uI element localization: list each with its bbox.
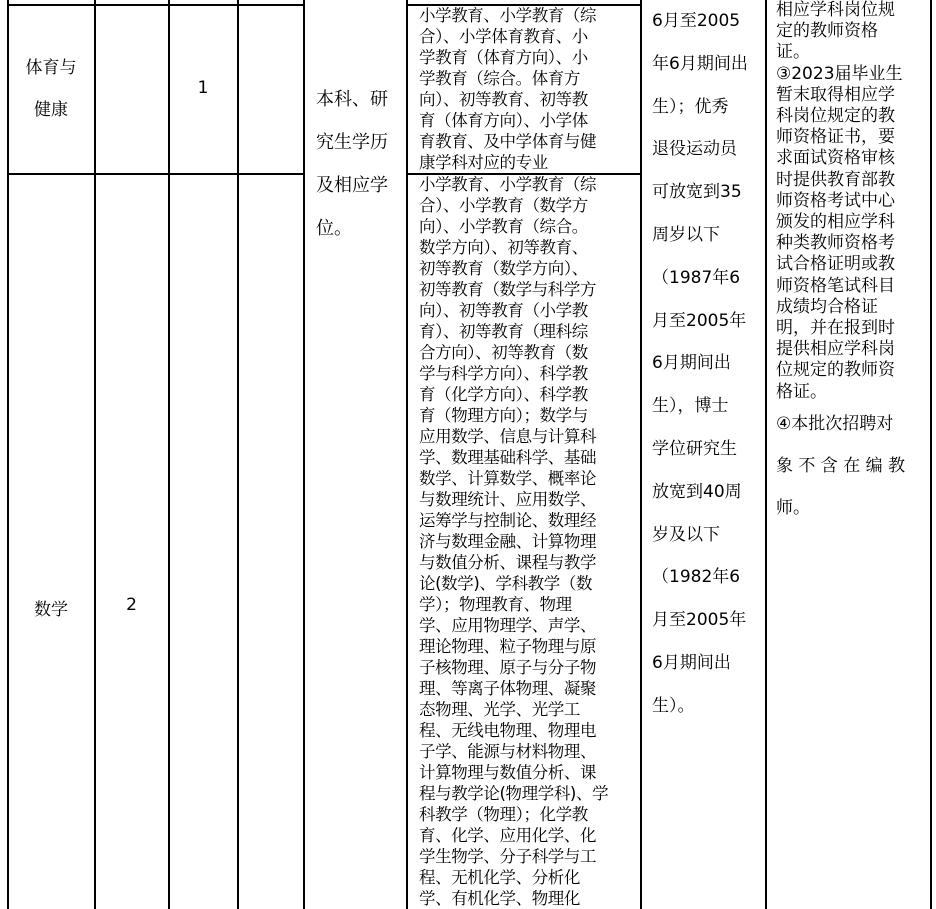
text-line: 可放宽到35 bbox=[652, 182, 742, 203]
text-line: 向）、初等教育（小学教 bbox=[419, 301, 588, 320]
subject-cell-pe: 体育与 健康 bbox=[25, 58, 77, 120]
text-line: 定的教师资格 bbox=[776, 21, 878, 42]
text-line: 程、无线电物理、物理电 bbox=[419, 721, 597, 740]
text-line: 生），博士 bbox=[652, 396, 729, 417]
text-line: 生）；优秀 bbox=[652, 96, 729, 117]
text-line: 育（化学方向）、科学教 bbox=[419, 385, 588, 404]
text-line: 初等教育（数学与科学方 bbox=[419, 280, 597, 299]
text-line: 6月期间出 bbox=[652, 652, 731, 673]
text-line: 师。 bbox=[776, 497, 810, 518]
text-line: 时提供教育部教 bbox=[776, 169, 895, 190]
text-line: 月至2005年 bbox=[652, 310, 747, 331]
text-line: 师资格笔试科目 bbox=[776, 275, 895, 296]
text-line: 计算物理与数值分析、课 bbox=[419, 763, 597, 782]
text-line: 位规定的教师资 bbox=[776, 360, 895, 381]
text-line: 师资格证书，要 bbox=[776, 127, 895, 148]
text-line: 学教育（体育方向）、小 bbox=[419, 48, 588, 67]
text-line: 与数值分析、课程与教学 bbox=[419, 553, 597, 572]
text-line: 师资格考试中心 bbox=[776, 190, 895, 211]
grid-line bbox=[237, 0, 239, 909]
text-line: 颁发的相应学科 bbox=[776, 212, 895, 233]
grid-line bbox=[7, 173, 303, 175]
text-line: （1987年6 bbox=[652, 267, 741, 288]
text-line: 向）、小学教育（综合。 bbox=[419, 217, 588, 236]
text-line: 与数理统计、应用数学、 bbox=[419, 490, 597, 509]
text-line: 子学、能源与材料物理、 bbox=[419, 742, 597, 761]
text-line: 学教育（综合。体育方 bbox=[419, 69, 581, 88]
major-list-math bbox=[419, 174, 621, 909]
count-cell-math: 2 bbox=[126, 595, 137, 615]
text-line: 小学教育、小学教育（综 bbox=[419, 175, 597, 194]
text-line: 合）、小学体育教育、小 bbox=[419, 27, 588, 46]
text-line: 学、数理基础科学、基础 bbox=[419, 448, 597, 467]
text-line: 育（体育方向）、小学体 bbox=[419, 111, 588, 130]
text-line: 理论物理、粒子物理与原 bbox=[419, 637, 597, 656]
text-line: 月至2005年 bbox=[652, 610, 747, 631]
text-line: 学生物学、分子科学与工 bbox=[419, 847, 597, 866]
grid-line bbox=[930, 0, 932, 909]
grid-line bbox=[7, 0, 9, 909]
text-line: 初等教育（数学方向）、 bbox=[419, 259, 588, 278]
text-line: 运筹学与控制论、数理经 bbox=[419, 511, 597, 530]
text-line: 学、有机化学、物理化 bbox=[419, 889, 581, 908]
text-line: 子核物理、原子与分子物 bbox=[419, 658, 597, 677]
text-line: 向）、初等教育、初等教 bbox=[419, 90, 588, 109]
text-line: 种类教师资格考 bbox=[776, 233, 895, 254]
text-line: 育（物理方向）；数学与 bbox=[419, 406, 588, 425]
text-line: 格证。 bbox=[776, 381, 827, 402]
text-line: 周岁以下 bbox=[652, 224, 720, 245]
text-line: 明，并在报到时 bbox=[776, 318, 895, 339]
grid-line bbox=[168, 0, 170, 909]
text-line: 育）、初等教育（理科综 bbox=[419, 322, 588, 341]
text-line: 应用数学、信息与计算科 bbox=[419, 427, 597, 446]
text-line: 生）。 bbox=[652, 695, 695, 716]
text-line: （1982年6 bbox=[652, 567, 741, 588]
text-line: 学、应用物理学、声学、 bbox=[419, 616, 597, 635]
text-line: 成绩均合格证 bbox=[776, 296, 878, 317]
grid-line bbox=[406, 0, 408, 909]
text-line: 程、无机化学、分析化 bbox=[419, 868, 581, 887]
text-line: 育教育、及中学体育与健 bbox=[419, 132, 597, 151]
text-line: 暂末取得相应学 bbox=[776, 84, 895, 105]
text-line: 学与科学方向）、科学教 bbox=[419, 364, 588, 383]
text-line: 学位研究生 bbox=[652, 438, 737, 459]
qualification-requirement bbox=[776, 0, 905, 529]
text-line: 象 不 含 在 编 教 bbox=[776, 455, 906, 476]
text-line: 态物理、光学、光学工 bbox=[419, 700, 581, 719]
text-line: 相应学科岗位规 bbox=[776, 0, 895, 20]
text-line: 数学、计算数学、概率论 bbox=[419, 469, 597, 488]
degree-requirement: 本科、研 究生学历 及相应学 位。 bbox=[316, 89, 388, 239]
text-line: 6月至2005 bbox=[652, 11, 741, 31]
text-line: 学）；物理教育、物理 bbox=[419, 595, 572, 614]
text-line: 理、等离子体物理、凝聚 bbox=[419, 679, 597, 698]
text-line: 放宽到40周 bbox=[652, 481, 742, 502]
text-line: 退役运动员 bbox=[652, 139, 737, 160]
text-line: 试合格证明或教 bbox=[776, 254, 895, 275]
count-cell-pe: 1 bbox=[197, 78, 209, 98]
grid-line bbox=[7, 4, 303, 6]
text-line: 合方向）、初等教育（数 bbox=[419, 343, 588, 362]
grid-line bbox=[765, 0, 767, 909]
text-line: 岁及以下 bbox=[652, 524, 720, 545]
text-line: 程与教学论(物理学科)、学 bbox=[419, 784, 609, 803]
grid-line bbox=[94, 0, 96, 909]
text-line: 求面试资格审核 bbox=[776, 148, 895, 169]
text-line: 6月期间出 bbox=[652, 353, 731, 374]
text-line: 证。 bbox=[776, 42, 810, 63]
major-list-pe bbox=[419, 5, 621, 173]
text-line: 数学方向）、初等教育、 bbox=[419, 238, 588, 257]
text-line: 育、化学、应用化学、化 bbox=[419, 826, 597, 845]
text-line: 论(数学)、学科教学（数 bbox=[419, 574, 593, 593]
text-line: 科教学（物理）；化学教 bbox=[419, 805, 588, 824]
age-requirement bbox=[652, 0, 748, 728]
text-line: 科岗位规定的教 bbox=[776, 106, 895, 127]
text-line: 小学教育、小学教育（综 bbox=[419, 6, 597, 25]
text-line: 康学科对应的专业 bbox=[419, 153, 548, 172]
text-line: 济与数理金融、计算物理 bbox=[419, 532, 597, 551]
text-line: 合）、小学教育（数学方 bbox=[419, 196, 588, 215]
text-line: ④本批次招聘对 bbox=[776, 413, 894, 434]
text-line: 年6月期间出 bbox=[652, 53, 748, 74]
subject-cell-math: 数学 bbox=[34, 600, 68, 620]
grid-line bbox=[640, 0, 642, 909]
text-line: 提供相应学科岗 bbox=[776, 339, 895, 360]
text-line: ③2023届毕业生 bbox=[776, 63, 903, 84]
grid-line bbox=[303, 0, 305, 909]
